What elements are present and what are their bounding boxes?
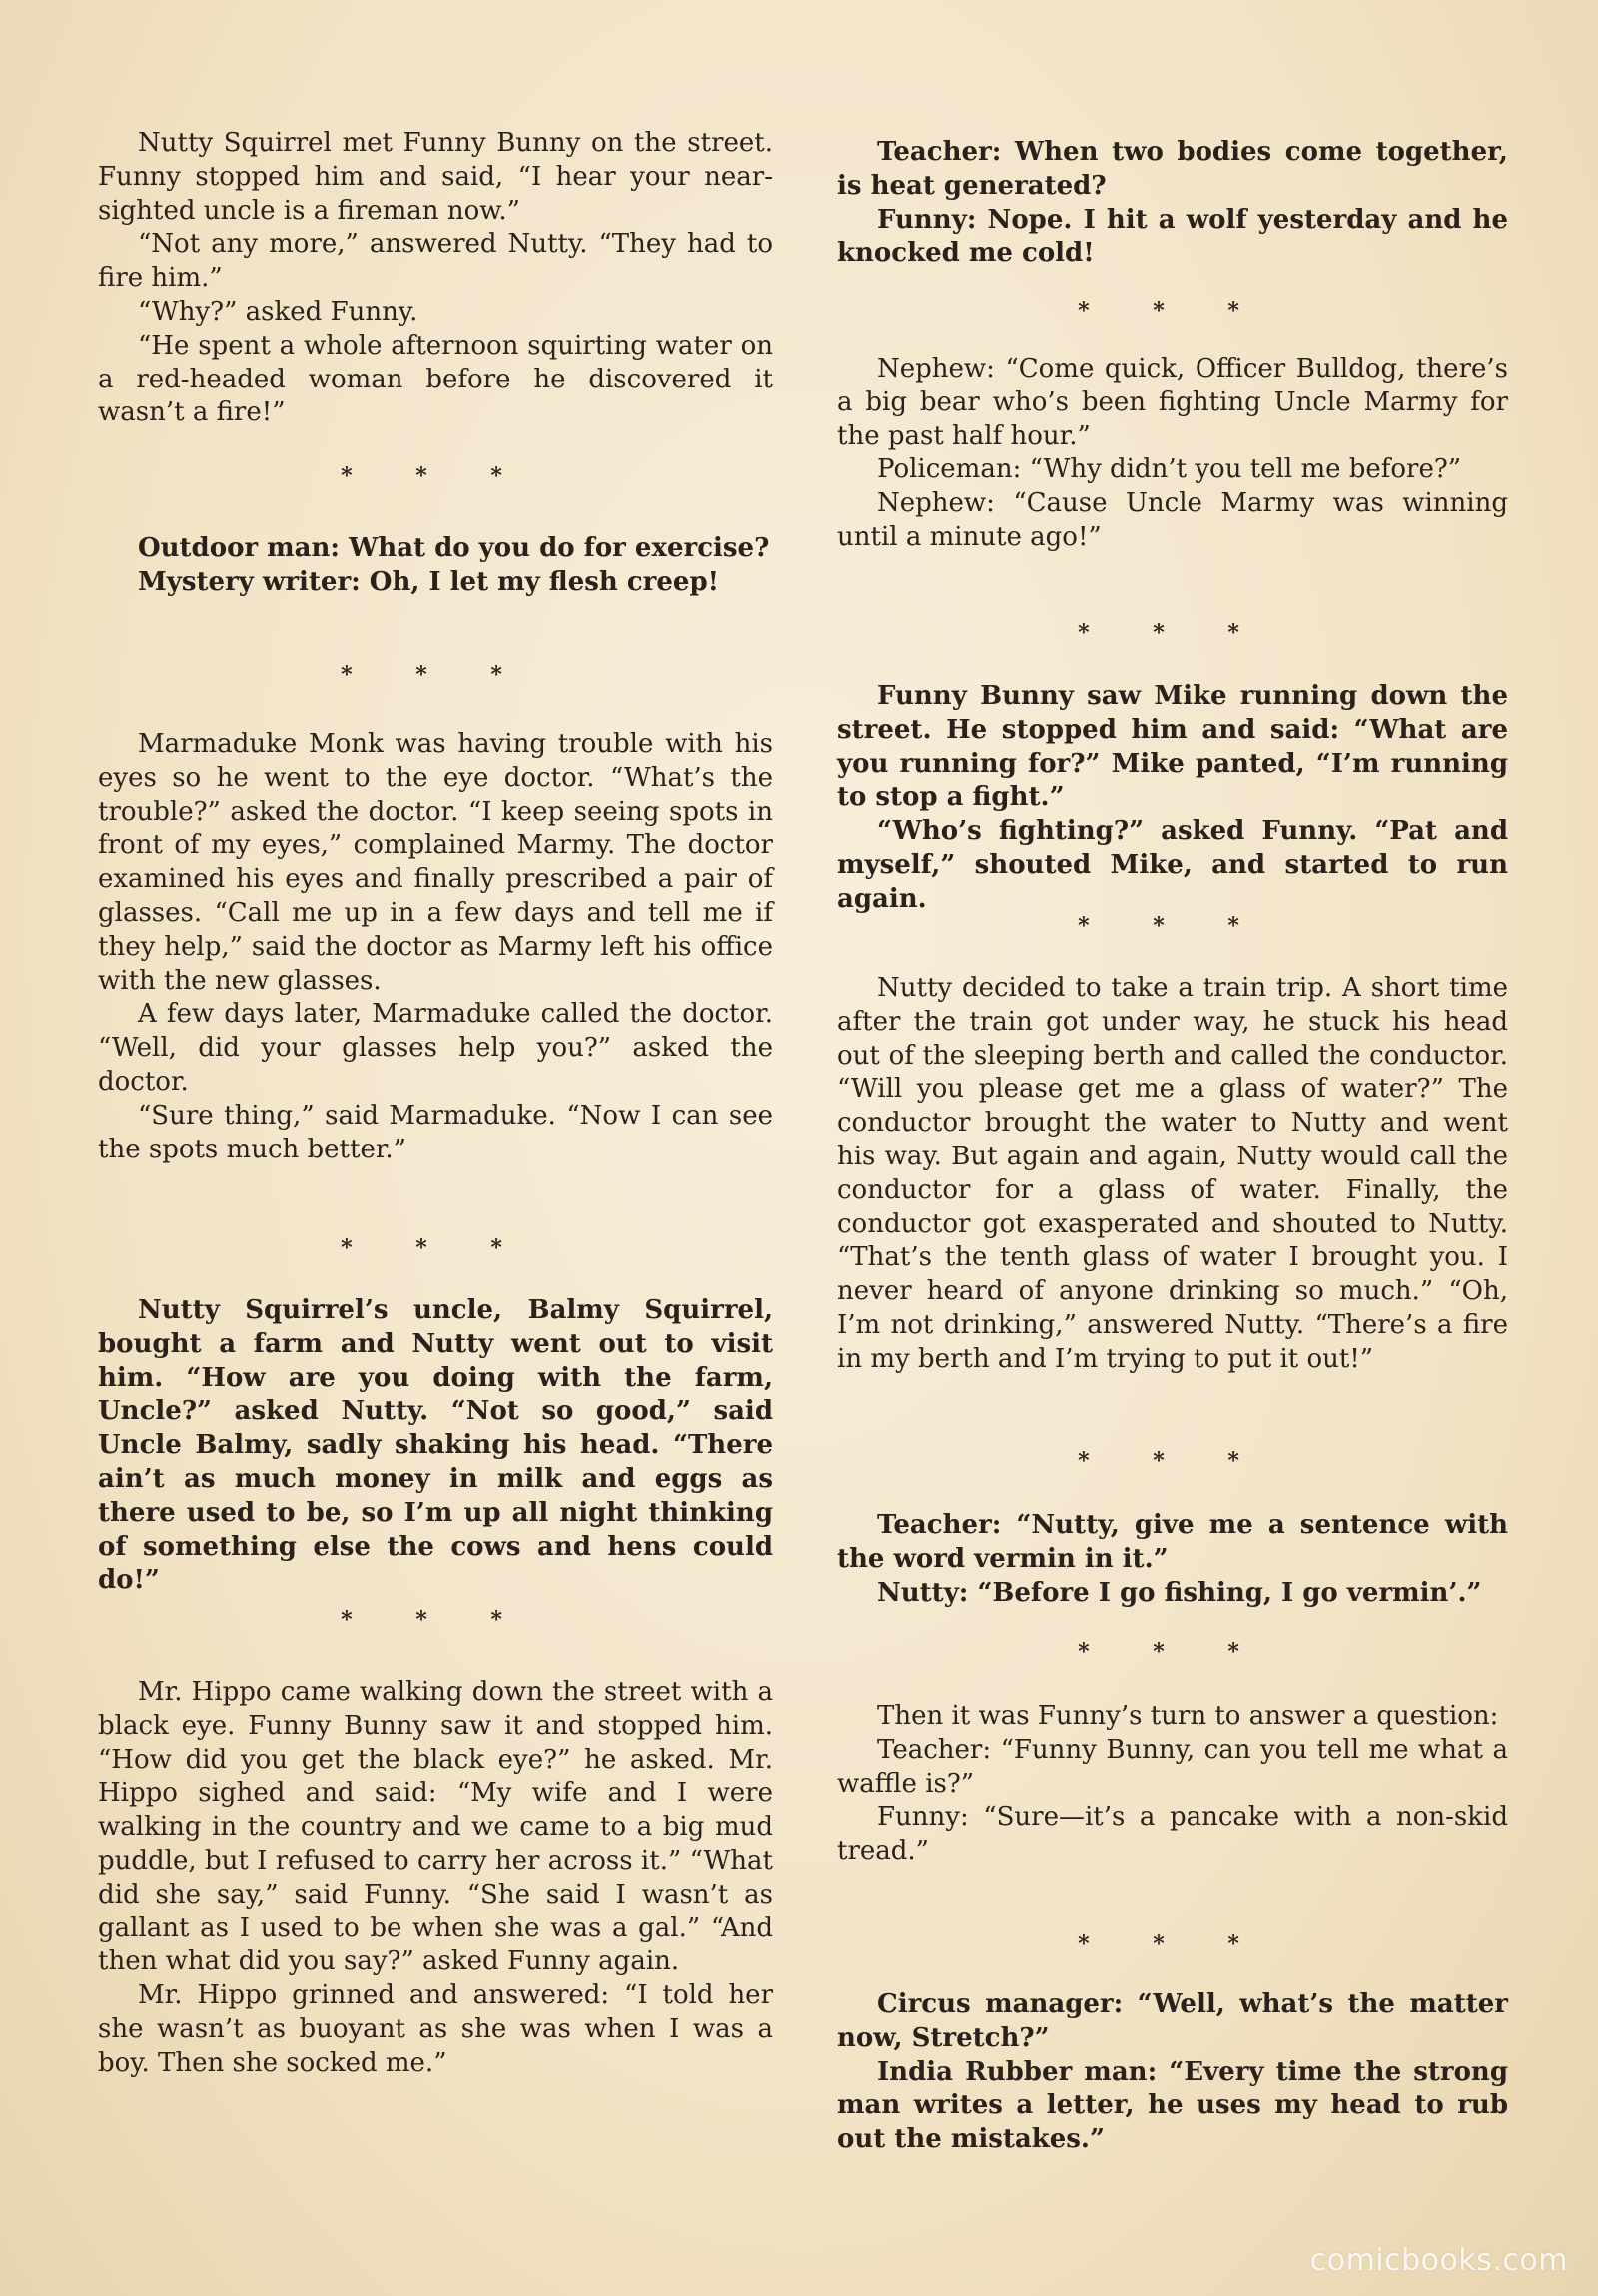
joke-paragraph: Circus manager: “Well, what’s the matter now, Stretch?” [837, 1989, 1508, 2053]
separator: * * * [1078, 298, 1267, 324]
joke-paragraph: Funny Bunny saw Mike running down the street. He stopped him and said: “What are you running for?” Mike panted, “I’m running to stop a fight.” [837, 681, 1508, 813]
joke-paragraph: Nephew: “Cause Uncle Marmy was winning until a minute ago!” [837, 488, 1508, 552]
joke-paragraph: Marmaduke Monk was having trouble with his eyes so he went to the eye doctor. “What’s the trouble?” asked the doctor. “I keep seeing spots in front of my eyes,” complained Marmy. The doctor examined his eyes and finally prescribed a pair of glasses. “Call me up in a few days and tell me if they help,” said the doctor as Marmy left his office with the new glasses. [98, 729, 773, 996]
separator: * * * [341, 1235, 530, 1261]
joke-paragraph: Teacher: “Funny Bunny, can you tell me what a waffle is?” [837, 1734, 1508, 1799]
separator: * * * [1078, 913, 1267, 939]
separator: * * * [341, 1607, 530, 1633]
separator: * * * [1078, 1448, 1267, 1474]
joke-train [837, 972, 1508, 1377]
joke-paragraph: Funny: Nope. I hit a wolf yesterday and he knocked me cold! [837, 204, 1508, 269]
joke-paragraph: Then it was Funny’s turn to answer a question: [877, 1701, 1499, 1731]
separator: * * * [1078, 1639, 1267, 1665]
joke-paragraph: India Rubber man: “Every time the strong man writes a letter, he uses my head to rub out the mistakes.” [837, 2056, 1508, 2155]
joke-paragraph: Mr. Hippo came walking down the street with a black eye. Funny Bunny saw it and stopped him. “How did you get the black eye?” he asked. Mr. Hippo sighed and said: “My wife and I were walking in the country and we came to a big mud puddle, but I refused to carry her across it.” “What did she say,” said Funny. “She said I wasn’t as gallant as I used to be when she was a gal.” “And then what did you say?” asked Funny again. [98, 1677, 773, 1977]
joke-paragraph: Teacher: “Nutty, give me a sentence with the word vermin in it.” [837, 1510, 1508, 1574]
joke-paragraph: “Not any more,” answered Nutty. “They had to fire him.” [98, 229, 773, 294]
joke-outdoor-man [98, 532, 773, 600]
joke-fight [837, 680, 1508, 917]
joke-paragraph: “Who’s fighting?” asked Funny. “Pat and myself,” shouted Mike, and started to run again. [837, 816, 1508, 914]
joke-paragraph: Mystery writer: Oh, I let my flesh creep! [138, 566, 720, 597]
joke-fireman [98, 127, 773, 430]
joke-paragraph: “He spent a whole afternoon squirting water on a red-headed woman before he discovered it wasn’t a fire!” [98, 330, 773, 428]
joke-paragraph: Policeman: “Why didn’t you tell me before?” [877, 454, 1462, 485]
separator: * * * [1078, 1931, 1267, 1957]
joke-paragraph: Outdoor man: What do you do for exercise? [138, 533, 770, 563]
joke-paragraph: “Sure thing,” said Marmaduke. “Now I can see the spots much better.” [98, 1100, 773, 1164]
joke-heat [837, 136, 1508, 271]
joke-paragraph: Nutty Squirrel met Funny Bunny on the street. Funny stopped him and said, “I hear your near-sighted uncle is a fireman now.” [98, 128, 773, 226]
joke-paragraph: A few days later, Marmaduke called the doctor. “Well, did your glasses help you?” asked the doctor. [98, 999, 773, 1097]
joke-paragraph: Nephew: “Come quick, Officer Bulldog, there’s a big bear who’s been fighting Uncle Marmy for the past half hour.” [837, 354, 1508, 451]
joke-vermin [837, 1509, 1508, 1610]
joke-bear [837, 353, 1508, 555]
watermark: comicbooks.com [1309, 2243, 1568, 2278]
joke-paragraph: Nutty Squirrel’s uncle, Balmy Squirrel, bought a farm and Nutty went out to visit him. “How are you doing with the farm, Uncle?” asked Nutty. “Not so good,” said Uncle Balmy, sadly shaking his head. “There ain’t as much money in milk and eggs as there used to be, so I’m up all night thinking of something else the cows and hens could do!” [98, 1295, 773, 1596]
joke-waffle [837, 1700, 1508, 1869]
joke-circus [837, 1988, 1508, 2157]
joke-farm [98, 1294, 773, 1598]
joke-hippo [98, 1676, 773, 2081]
joke-eye-doctor [98, 728, 773, 1166]
joke-paragraph: “Why?” asked Funny. [138, 296, 418, 327]
separator: * * * [1078, 620, 1267, 646]
joke-paragraph: Nutty decided to take a train trip. A short time after the train got under way, he stuck his head out of the sleeping berth and called the conductor. “Will you please get me a glass of water?” The conductor brought the water to Nutty and went his way. But again and again, Nutty would call the conductor for a glass of water. Finally, the conductor got exasperated and shouted to Nutty. “That’s the tenth glass of water I brought you. I never heard of anyone drinking so much.” “Oh, I’m not drinking,” answered Nutty. “There’s a fire in my berth and I’m trying to put it out!” [837, 973, 1508, 1374]
joke-paragraph: Teacher: When two bodies come together, is heat generated? [837, 137, 1508, 201]
joke-paragraph: Nutty: “Before I go fishing, I go vermin’.” [877, 1577, 1482, 1608]
joke-paragraph: Mr. Hippo grinned and answered: “I told her she wasn’t as buoyant as she was when I was a boy. Then she socked me.” [98, 1980, 773, 2078]
separator: * * * [341, 463, 530, 489]
joke-paragraph: Funny: “Sure—it’s a pancake with a non-skid tread.” [837, 1802, 1508, 1867]
separator: * * * [341, 662, 530, 688]
